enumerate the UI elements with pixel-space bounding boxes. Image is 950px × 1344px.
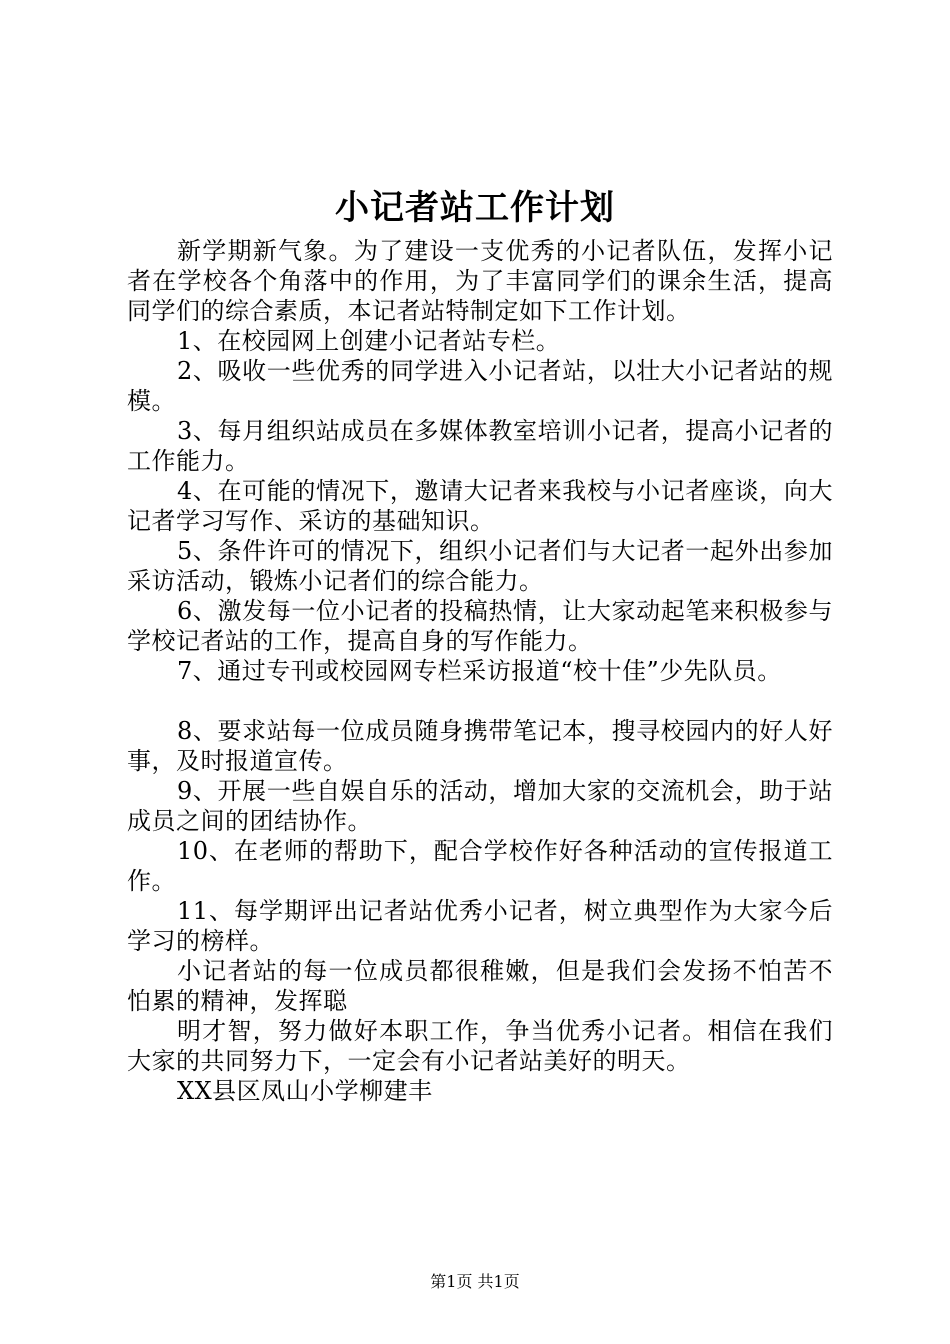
plan-item-4: 4、在可能的情况下，邀请大记者来我校与小记者座谈，向大记者学习写作、采访的基础知识。 xyxy=(127,477,833,535)
plan-item-3: 3、每月组织站成员在多媒体教室培训小记者，提高小记者的工作能力。 xyxy=(127,417,833,475)
document-body xyxy=(127,236,833,1106)
plan-item-7: 7、通过专刊或校园网专栏采访报道“校十佳”少先队员。 xyxy=(177,657,782,685)
closing-paragraph-part-2: 明才智，努力做好本职工作，争当优秀小记者。相信在我们大家的共同努力下，一定会有小记者站美好的明天。 xyxy=(127,1017,833,1075)
plan-item-2: 2、吸收一些优秀的同学进入小记者站，以壮大小记者站的规模。 xyxy=(127,357,833,415)
blank-line xyxy=(127,686,833,716)
plan-item-10: 10、在老师的帮助下，配合学校作好各种活动的宣传报道工作。 xyxy=(127,837,833,895)
closing-paragraph-part-1: 小记者站的每一位成员都很稚嫩，但是我们会发扬不怕苦不怕累的精神，发挥聪 xyxy=(127,957,833,1015)
intro-paragraph: 新学期新气象。为了建设一支优秀的小记者队伍，发挥小记者在学校各个角落中的作用，为了丰富同学们的课余生活，提高同学们的综合素质，本记者站特制定如下工作计划。 xyxy=(127,237,833,325)
plan-item-11: 11、每学期评出记者站优秀小记者，树立典型作为大家今后学习的榜样。 xyxy=(127,897,833,955)
plan-item-1: 1、在校园网上创建小记者站专栏。 xyxy=(177,327,561,355)
plan-item-5: 5、条件许可的情况下，组织小记者们与大记者一起外出参加采访活动，锻炼小记者们的综合能力。 xyxy=(127,537,833,595)
page-footer: 第1页 共1页 xyxy=(430,1272,520,1291)
signature-line: XX县区凤山小学柳建丰 xyxy=(177,1077,433,1105)
plan-item-6: 6、激发每一位小记者的投稿热情，让大家动起笔来积极参与学校记者站的工作，提高自身的写作能力。 xyxy=(127,597,833,655)
plan-item-8: 8、要求站每一位成员随身携带笔记本，搜寻校园内的好人好事，及时报道宣传。 xyxy=(127,717,833,775)
plan-item-9: 9、开展一些自娱自乐的活动，增加大家的交流机会，助于站成员之间的团结协作。 xyxy=(127,777,833,835)
document-title: 小记者站工作计划 xyxy=(335,188,615,228)
